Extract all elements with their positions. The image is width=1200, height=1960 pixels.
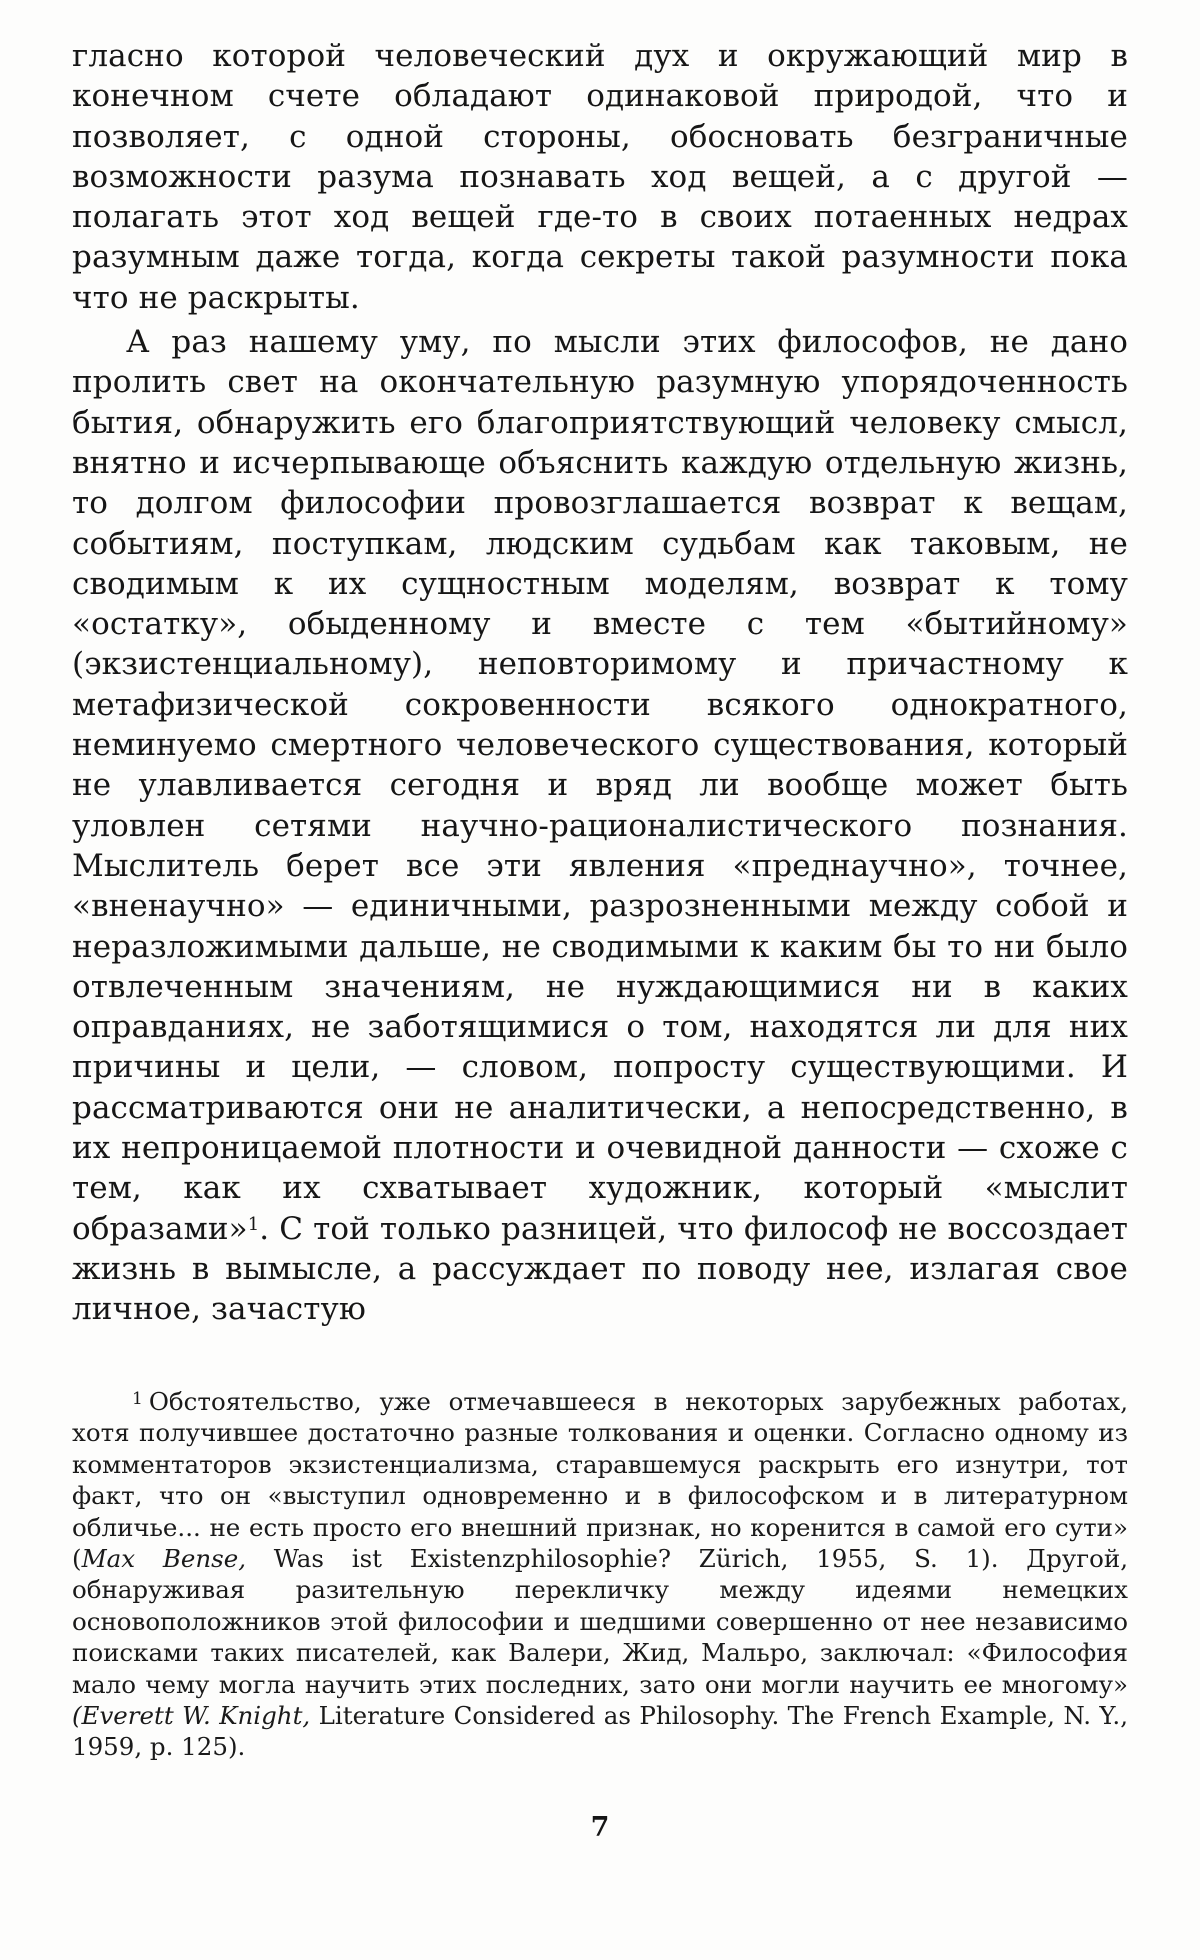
paragraph-tail: . С той только разницей, что философ не воссоздает жизнь в вымысле, а рассуждает по поводу нее, излагая свое личное, зачастую xyxy=(72,1210,1128,1328)
footnote-text-part3: Literature Considered as Philosophy. The French Example, N. Y., 1959, p. 125). xyxy=(72,1701,1129,1762)
page-number: 7 xyxy=(590,1812,610,1843)
main-text xyxy=(72,36,1128,1330)
paragraph xyxy=(72,322,1128,1329)
footnote-text-part1: Обстоятельство, уже отмечавшееся в некоторых зарубежных работах, хотя получившее достаточно разные толкования и оценки. Согласно одному из комментаторов экзистенциализма, старавшемуся раскрыть его изнутри, тот факт, что он «выступил одновременно и в философском и в литературном обличье... не есть просто его внешний признак, но коренится в самой его сути» ( xyxy=(72,1387,1128,1574)
footnote-marker: 1 xyxy=(132,1389,143,1409)
footnote-author-1: Max Bense, xyxy=(81,1544,246,1574)
footnotes xyxy=(72,1386,1128,1763)
footnote xyxy=(72,1386,1128,1763)
footnote-text-part2: Was ist Existenzphilosophie? Zürich, 1955, S. 1). Другой, обнаруживая разительную перекличку между идеями немецких основоположников этой философии и шедшими совершенно от нее независимо поисками таких писателей, как Валери, Жид, Мальро, заключал: «Философия мало чему могла научить этих последних, зато они могли научить ее многому» xyxy=(72,1544,1128,1699)
paragraph-continuation: гласно которой человеческий дух и окружающий мир в конечном счете обладают одинаковой природой, что и позволяет, с одной стороны, обосновать безграничные возможности разума познавать ход вещей, а с другой — полагать этот ход вещей где-то в своих потаенных недрах разумным даже тогда, когда секреты такой разумности пока что не раскрыты. xyxy=(72,38,1128,316)
footnote-author-2: (Everett W. Knight, xyxy=(72,1701,311,1731)
footnote-reference: 1 xyxy=(247,1213,260,1235)
paragraph-body: А раз нашему уму, по мысли этих философов, не дано пролить свет на окончательную разумную упорядоченность бытия, обнаружить его благоприятствующий человеку смысл, внятно и исчерпывающе объяснить каждую отдельную жизнь, то долгом философии провозглашается возврат к вещам, событиям, поступкам, людским судьбам как таковым, не сводимым к их сущностным моделям, возврат к тому «остатку», обыденному и вместе с тем «бытийному» (экзистенциальному), неповторимому и причастному к метафизической сокровенности всякого однократного, неминуемо смертного человеческого существования, который не улавливается сегодня и вряд ли вообще может быть уловлен сетями научно-рационалистического познания. Мыслитель берет все эти явления «преднаучно», точнее, «вненаучно» — единичными, разрозненными между собой и неразложимыми дальше, не сводимыми к каким бы то ни было отвлеченным значениям, не нуждающимися ни в каких оправданиях, не заботящимися о том, находятся ли для них причины и цели, — словом, попросту существующими. И рассматриваются они не аналитически, а непосредственно, в их непроницаемой плотности и очевидной данности — схоже с тем, как их схватывает художник, который «мыслит образами» xyxy=(72,324,1128,1247)
